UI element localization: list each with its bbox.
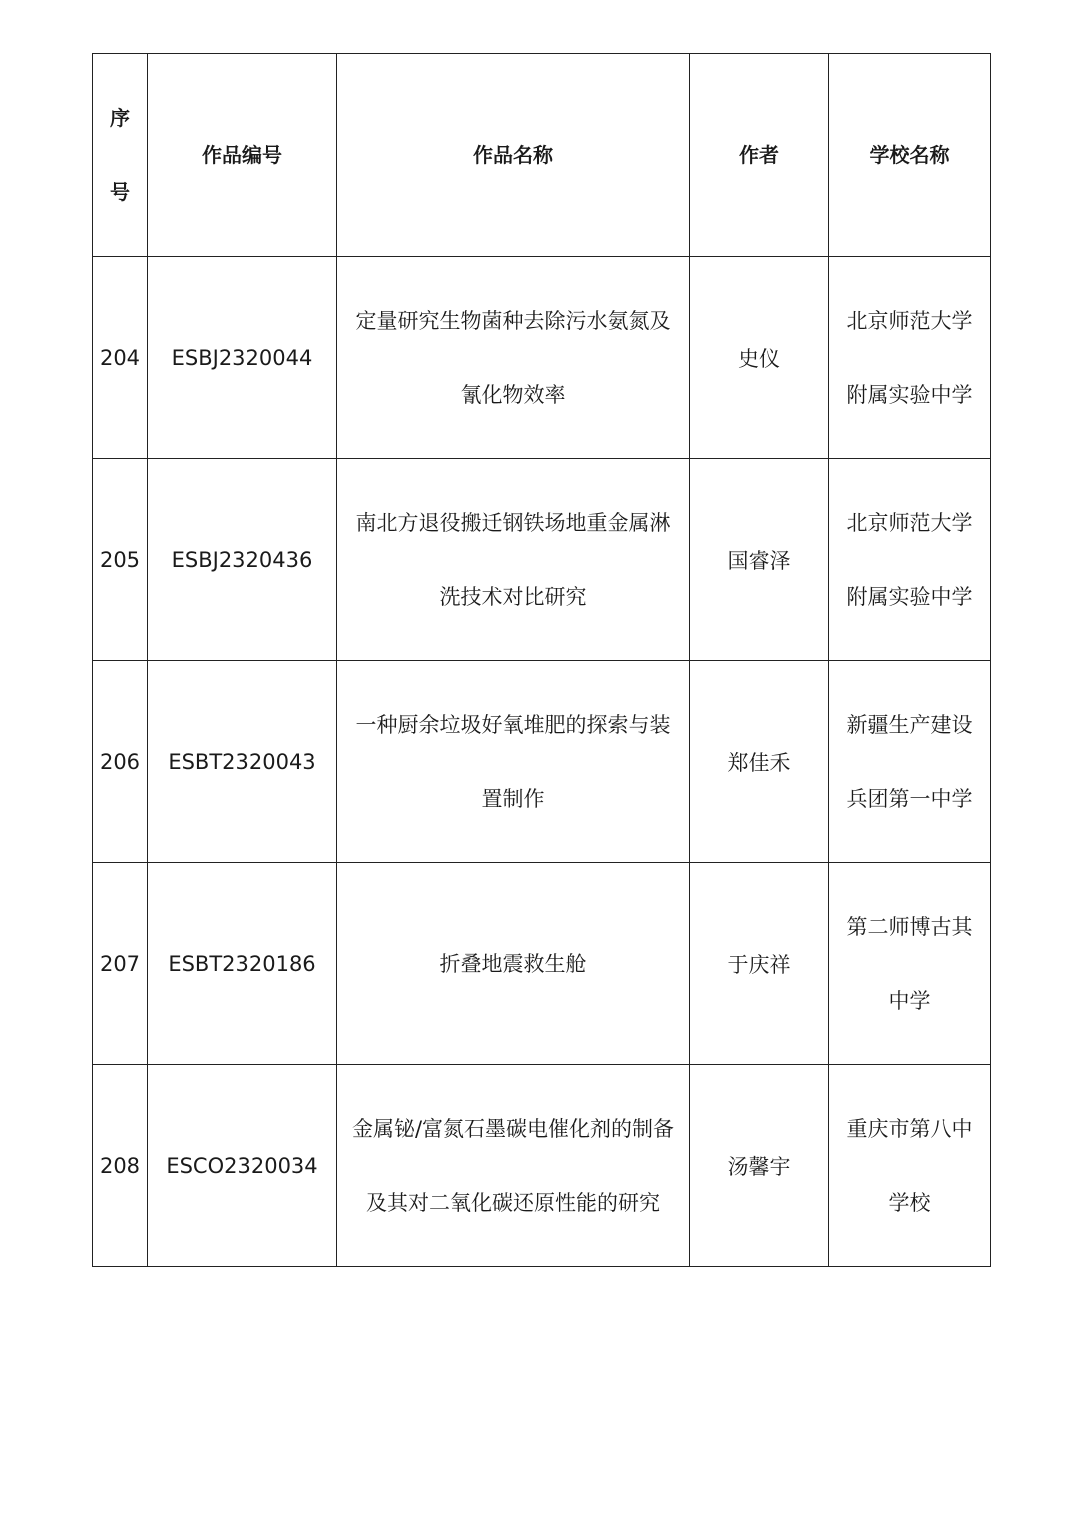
cell-title: 定量研究生物菌种去除污水氨氮及氰化物效率 bbox=[337, 257, 690, 459]
cell-school: 新疆生产建设兵团第一中学 bbox=[829, 661, 991, 863]
table-row bbox=[93, 661, 991, 863]
cell-school: 重庆市第八中学校 bbox=[829, 1065, 991, 1267]
cell-code: ESBJ2320044 bbox=[148, 257, 337, 459]
cell-author: 国睿泽 bbox=[690, 459, 829, 661]
table-row bbox=[93, 1065, 991, 1267]
table-row bbox=[93, 863, 991, 1065]
table-header-row bbox=[93, 54, 991, 257]
cell-seq: 205 bbox=[93, 459, 148, 661]
cell-title: 一种厨余垃圾好氧堆肥的探索与装置制作 bbox=[337, 661, 690, 863]
cell-author: 于庆祥 bbox=[690, 863, 829, 1065]
header-seq: 序号 bbox=[93, 54, 148, 257]
award-list-table bbox=[92, 53, 991, 1267]
cell-seq: 207 bbox=[93, 863, 148, 1065]
header-title: 作品名称 bbox=[337, 54, 690, 257]
cell-seq: 208 bbox=[93, 1065, 148, 1267]
cell-school: 北京师范大学附属实验中学 bbox=[829, 257, 991, 459]
cell-code: ESBJ2320436 bbox=[148, 459, 337, 661]
cell-author: 史仪 bbox=[690, 257, 829, 459]
cell-school: 北京师范大学附属实验中学 bbox=[829, 459, 991, 661]
header-school: 学校名称 bbox=[829, 54, 991, 257]
header-author: 作者 bbox=[690, 54, 829, 257]
cell-code: ESBT2320186 bbox=[148, 863, 337, 1065]
table-row bbox=[93, 459, 991, 661]
cell-seq: 206 bbox=[93, 661, 148, 863]
table-row bbox=[93, 257, 991, 459]
header-code: 作品编号 bbox=[148, 54, 337, 257]
cell-school: 第二师博古其中学 bbox=[829, 863, 991, 1065]
cell-title: 金属铋/富氮石墨碳电催化剂的制备及其对二氧化碳还原性能的研究 bbox=[337, 1065, 690, 1267]
cell-title: 南北方退役搬迁钢铁场地重金属淋洗技术对比研究 bbox=[337, 459, 690, 661]
cell-code: ESBT2320043 bbox=[148, 661, 337, 863]
cell-author: 汤馨宇 bbox=[690, 1065, 829, 1267]
cell-title: 折叠地震救生舱 bbox=[337, 863, 690, 1065]
cell-seq: 204 bbox=[93, 257, 148, 459]
cell-code: ESCO2320034 bbox=[148, 1065, 337, 1267]
cell-author: 郑佳禾 bbox=[690, 661, 829, 863]
